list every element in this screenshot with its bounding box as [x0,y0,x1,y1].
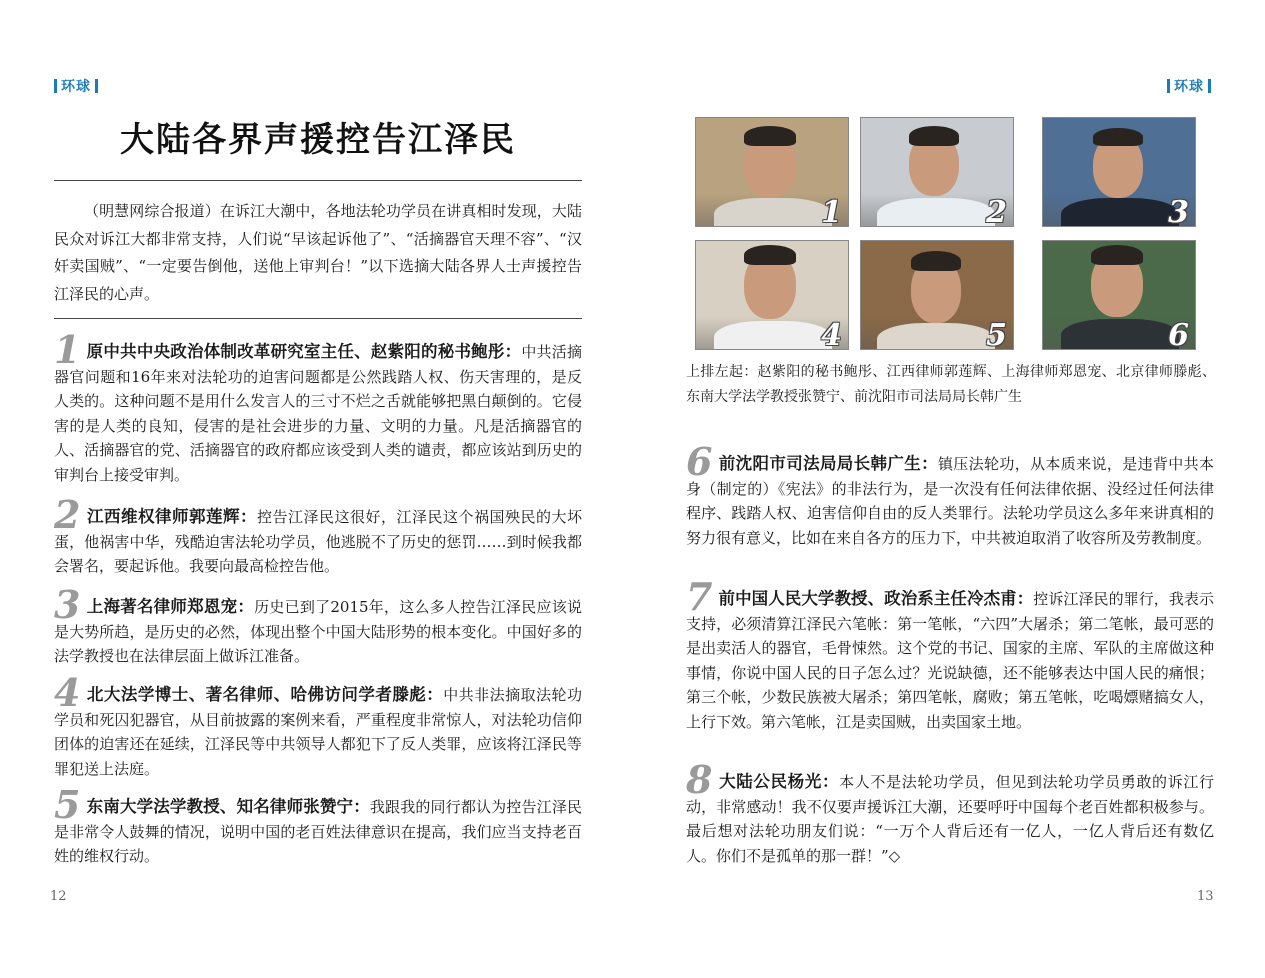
entry-number: 6 [686,439,713,484]
figure-hair [911,251,961,271]
testimony-text: 本人不是法轮功学员，但见到法轮功学员勇敢的诉江行动，非常感动！我不仅要声援诉江大潮，还要呼吁中国每个老百姓都积极参与。最后想对法轮功朋友们说：“一万个人背后还有一亿人，一亿人背后还有数亿人。你们不是孤单的那一群！”◇ [686,773,1214,865]
photo-caption: 上排左起：赵紫阳的秘书鲍彤、江西律师郭莲辉、上海律师郑恩宠、北京律师滕彪、东南大学法学教授张赞宁、前沈阳市司法局局长韩广生 [686,364,1216,405]
entry-number: 8 [686,757,713,802]
speaker-name: 上海著名律师郑恩宠： [86,597,255,616]
photo-number: 4 [821,318,842,350]
divider [54,180,582,181]
speaker-name: 大陆公民杨光： [718,772,840,791]
section-tag-label: 环球 [1174,79,1204,95]
testimony-text: 中共非法摘取法轮功学员和死囚犯器官，从目前披露的案例来看，严重程度非常惊人，对法轮功信仰团体的迫害还在延续，江泽民等中共领导人都犯下了反人类罪，应该将江泽民等罪犯送上法庭。 [54,686,582,778]
testimony-entry [686,574,1214,734]
portrait-photo [695,117,849,227]
photo-number: 1 [821,195,842,227]
testimony-entry [54,782,582,869]
portrait-photo [695,240,849,350]
divider [54,318,582,319]
figure-hair [744,126,796,146]
figure-hair [909,126,959,146]
figure-shoulders [1061,319,1179,350]
testimony-entry [54,582,582,669]
testimony-text: 控诉江泽民的罪行，我表示支持，必须清算江泽民六笔帐：第一笔帐，“六四”大屠杀；第二笔帐，最可恶的是出卖活人的器官，毛骨悚然。这个党的书记、国家的主席、军队的主席做这种事情，你说中国人民的日子怎么过？光说缺德，还不能够表达中国人民的痛恨；第三个帐，少数民族被大屠杀；第四笔帐，腐败；第五笔帐，吃喝嫖赌搞女人，上行下效。第六笔帐，江是卖国贼，出卖国家土地。 [686,590,1214,731]
portrait-photo [1042,117,1196,227]
entry-number: 7 [686,574,713,619]
photo-number: 6 [1168,318,1189,350]
entry-number: 1 [54,327,81,372]
speaker-name: 原中共中央政治体制改革研究室主任、赵紫阳的秘书鲍彤： [86,342,522,361]
photo-number: 5 [986,318,1007,350]
page-number-right: 13 [1197,889,1214,904]
speaker-name: 北大法学博士、著名律师、哈佛访问学者滕彪： [86,685,444,704]
entry-number: 4 [54,670,81,715]
figure-shoulders [714,198,832,227]
portrait-photo [1042,240,1196,350]
testimony-text: 我跟我的同行都认为控告江泽民是非常令人鼓舞的情况，说明中国的老百姓法律意识在提高，我们应当支持老百姓的维权行动。 [54,798,582,865]
section-tag-right [1163,76,1215,96]
figure-hair [1091,245,1143,265]
testimony-text: 中共活摘器官问题和16年来对法轮功的迫害问题都是公然践踏人权、伤天害理的，是反人类的。这种问题不是用什么发言人的三寸不烂之舌就能够把黑白颠倒的。它侵害的是人类的良知，侵害的是社会进步的力量、文明的力量。凡是活摘器官的人、活摘器官的党、活摘器官的政府都应该受到人类的谴责，都应该站到历史的审判台上接受审判。 [54,343,582,484]
photo-number: 2 [986,195,1007,227]
speaker-name: 东南大学法学教授、知名律师张赞宁： [86,797,370,816]
testimony-entry [686,439,1214,550]
section-tag-left [50,76,102,96]
entry-number: 5 [54,782,81,827]
page-number-left: 12 [50,889,67,904]
figure-shoulders [877,198,995,227]
figure-hair [744,245,796,265]
testimony-text: 历史已到了2015年，这么多人控告江泽民应该说是大势所趋，是历史的必然，体现出整个中国大陆形势的根本变化。中国好多的法学教授也在法律层面上做诉江准备。 [54,598,582,665]
intro-paragraph: （明慧网综合报道）在诉江大潮中，各地法轮功学员在讲真相时发现，大陆民众对诉江大都非常支持，人们说“早该起诉他了”、“活摘器官天理不容”、“汉奸卖国贼”、“一定要告倒他，送他上审判台！”以下选摘大陆各界人士声援控告江泽民的心声。 [54,202,582,303]
entry-number: 2 [54,492,81,537]
testimony-text: 控告江泽民这很好，江泽民这个祸国殃民的大坏蛋，他祸害中华，残酷迫害法轮功学员，他逃脱不了历史的惩罚……到时候我都会署名，要起诉他。我要向最高检控告他。 [54,508,582,575]
testimony-entry [54,670,582,781]
figure-shoulders [877,323,995,350]
section-tag-label: 环球 [61,79,91,95]
entry-number: 3 [54,582,81,627]
figure-shoulders [1061,198,1179,227]
speaker-name: 前沈阳市司法局局长韩广生： [718,454,938,473]
article-title: 大陆各界声援控告江泽民 [120,120,516,160]
testimony-entry [686,757,1214,868]
testimony-entry [54,327,582,487]
testimony-text: 镇压法轮功，从本质来说，是违背中共本身（制定的）《宪法》的非法行为，是一次没有任何法律依据、没经过任何法律程序、践踏人权、迫害信仰自由的反人类罪行。法轮功学员这么多年来讲真相的努力很有意义，比如在来自各方的压力下，中共被迫取消了收容所及劳教制度。 [686,455,1214,547]
figure-shoulders [714,321,832,350]
portrait-photo [860,117,1014,227]
speaker-name: 江西维权律师郭莲辉： [86,507,257,526]
photo-number: 3 [1168,195,1189,227]
speaker-name: 前中国人民大学教授、政治系主任冷杰甫： [718,589,1034,608]
portrait-photo [860,240,1014,350]
figure-hair [1093,128,1143,146]
testimony-entry [54,492,582,579]
